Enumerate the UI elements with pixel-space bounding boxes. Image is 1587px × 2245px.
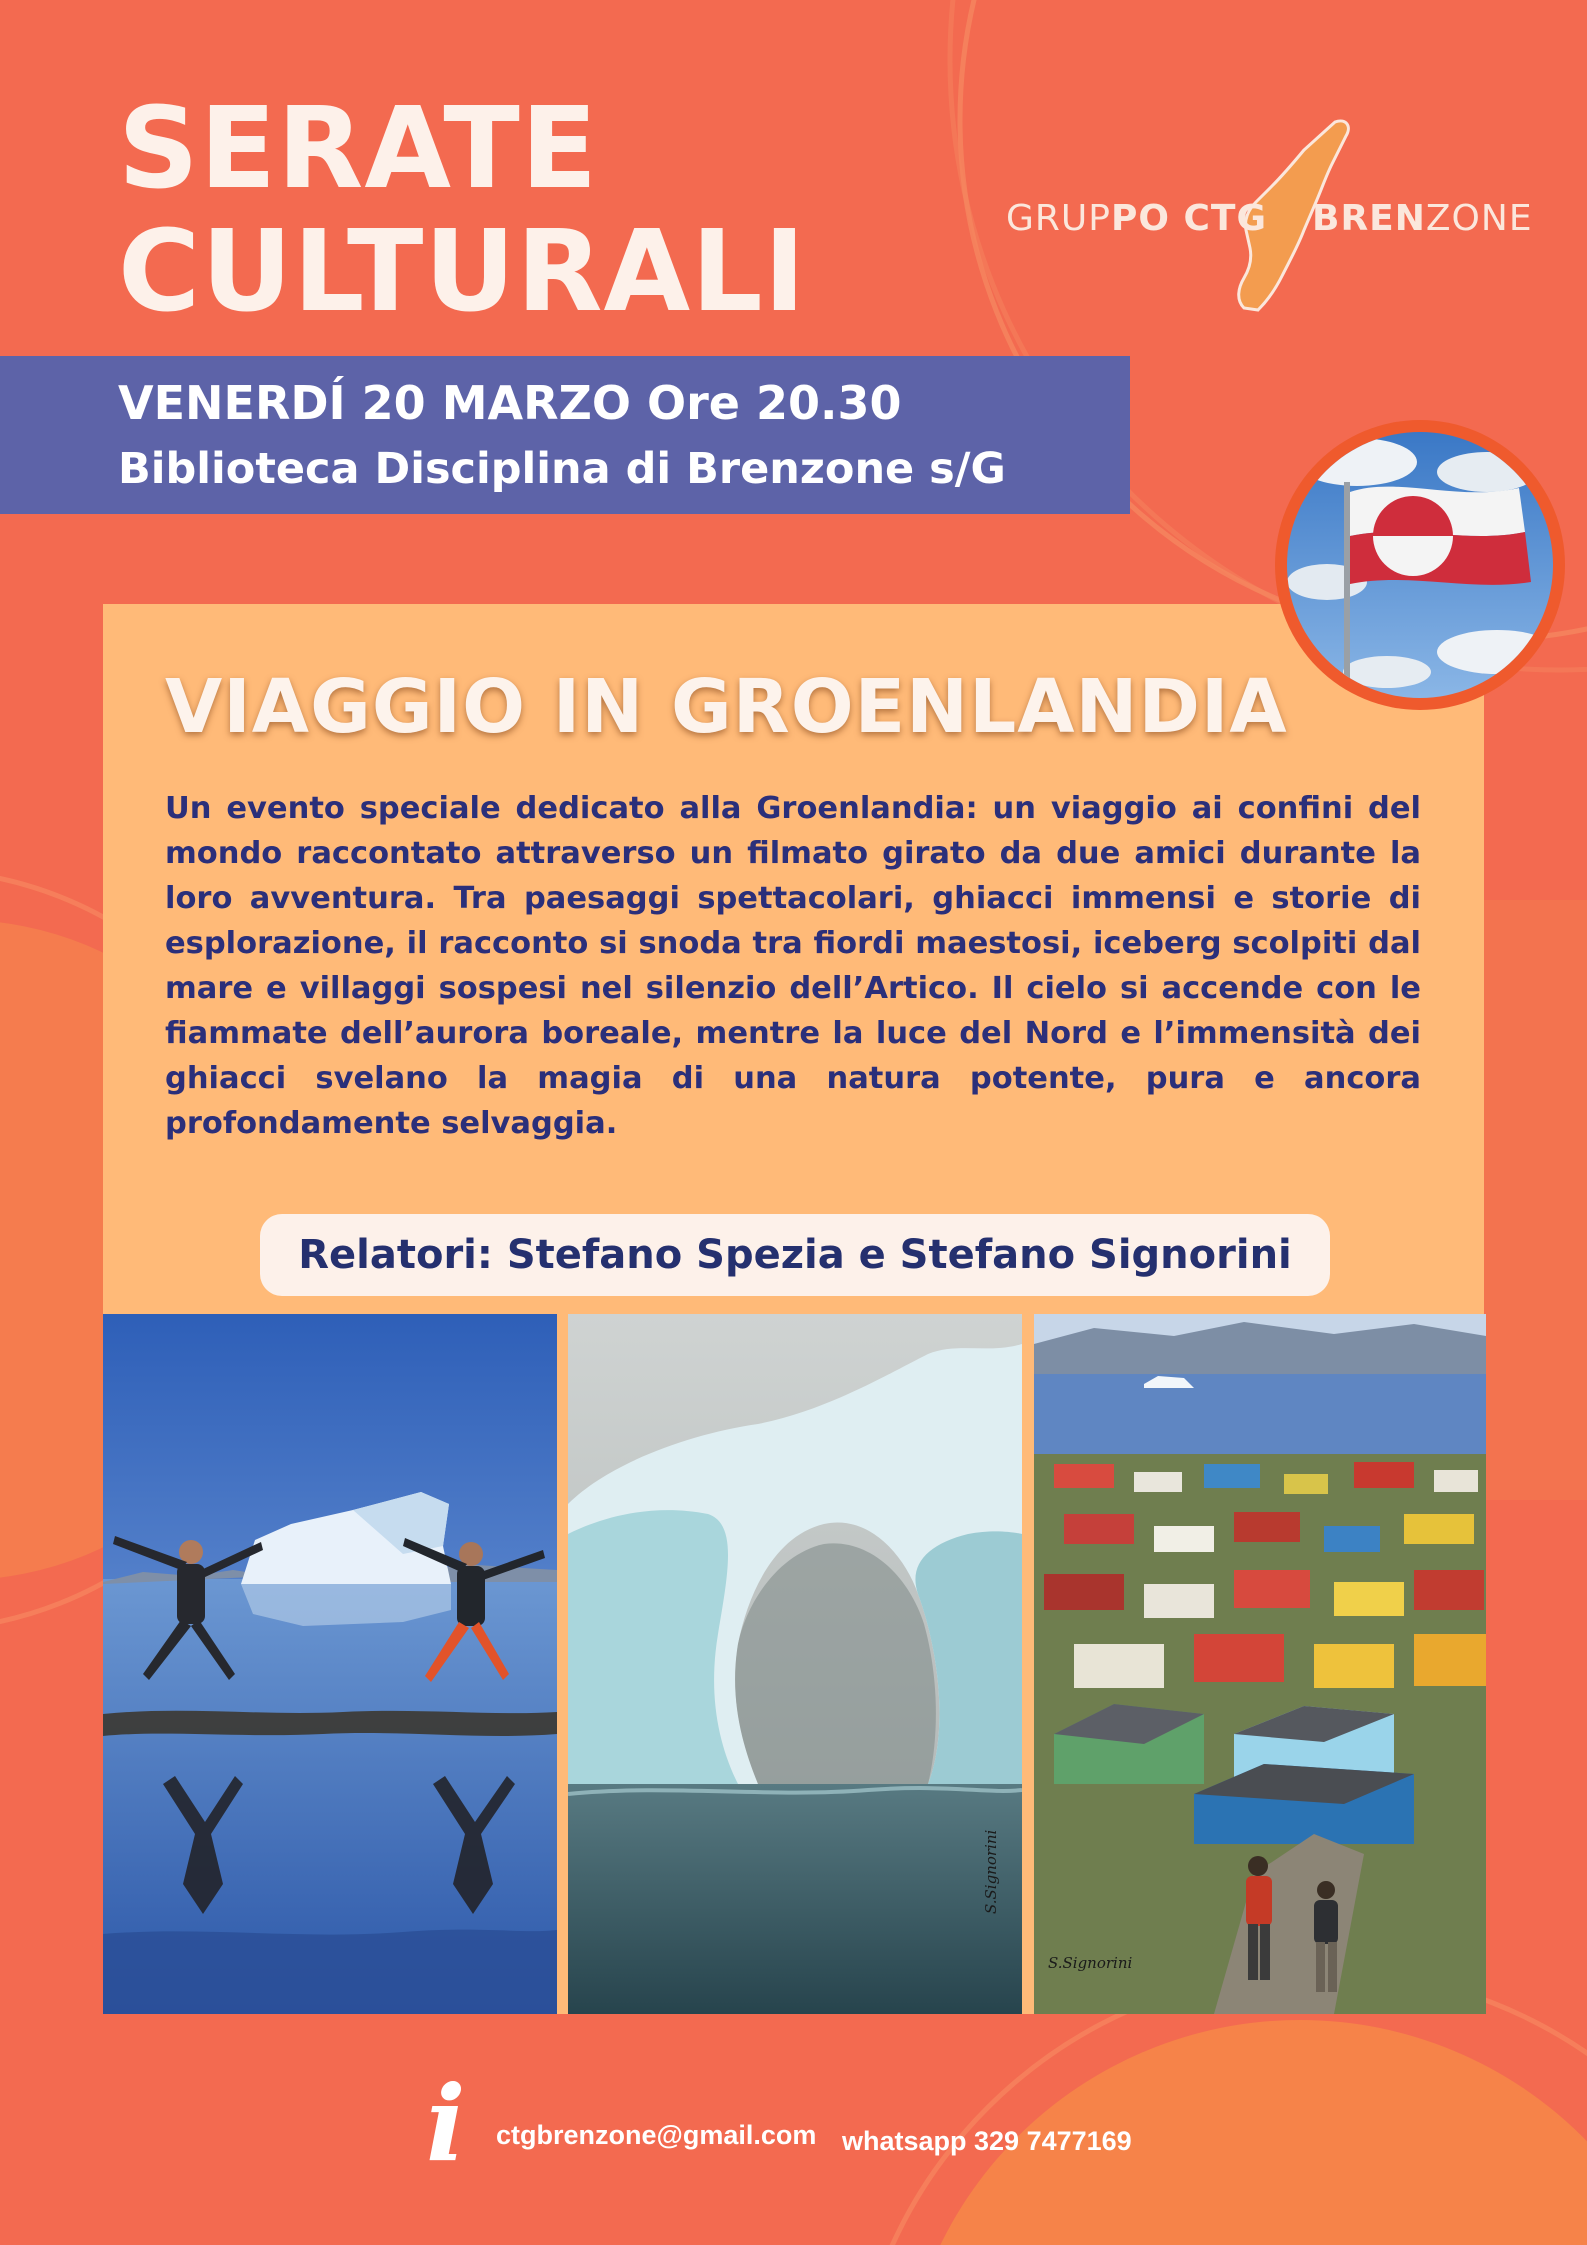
photo-credit-3: S.Signorini (1048, 1954, 1133, 1972)
photo-greenland-village (1034, 1314, 1486, 2014)
photo-credit-2: S.Signorini (982, 1829, 1000, 1914)
speakers-badge: Relatori: Stefano Spezia e Stefano Signorini (260, 1214, 1330, 1296)
main-title (118, 84, 807, 337)
photo-jumping-friends-image (103, 1314, 557, 2014)
date-venue-band (0, 356, 1130, 514)
contact-email[interactable]: ctgbrenzone@gmail.com (496, 2120, 817, 2150)
photo-ice-arch-image (568, 1314, 1022, 2014)
title-line-1: SERATE (118, 84, 599, 214)
title-line-2: CULTURALI (118, 207, 807, 337)
event-title: VIAGGIO IN GROENLANDIA (165, 664, 1288, 750)
event-description: Un evento speciale dedicato alla Groenlandia: un viaggio ai confini del mondo raccontato attraverso un filmato girato da due amici durante la loro avventura. Tra paesaggi spettacolari, ghiacci immensi e storie di esplorazione, il racconto si snoda tra fiordi maestosi, iceberg scolpiti dal mare e villaggi sospesi nel silenzio dell’Artico. Il cielo si accende con le fiammate dell’aurora boreale, mentre la luce del Nord e l’immensità dei ghiacci svelano la magia di una natura potente, pura e ancora profondamente selvaggia. (165, 791, 1421, 1141)
event-date-time: VENERDÍ 20 MARZO Ore 20.30 (118, 376, 902, 430)
logo-text-left: GRUPPO CTG (1006, 198, 1268, 239)
photo-ice-arch (568, 1314, 1022, 2014)
greenland-flag-icon (1287, 432, 1553, 698)
contact-whatsapp[interactable]: whatsapp 329 7477169 (842, 2126, 1132, 2156)
photo-greenland-village-image (1034, 1314, 1486, 2014)
footer-contacts (0, 2060, 1587, 2185)
logo-text-right: BRENZONE (1312, 198, 1533, 239)
info-icon: i (426, 2062, 466, 2185)
ctg-brenzone-logo (1000, 118, 1540, 318)
photo-jumping-friends (103, 1314, 557, 2014)
event-venue: Biblioteca Disciplina di Brenzone s/G (118, 444, 1006, 494)
greenland-flag-badge (1275, 420, 1565, 710)
